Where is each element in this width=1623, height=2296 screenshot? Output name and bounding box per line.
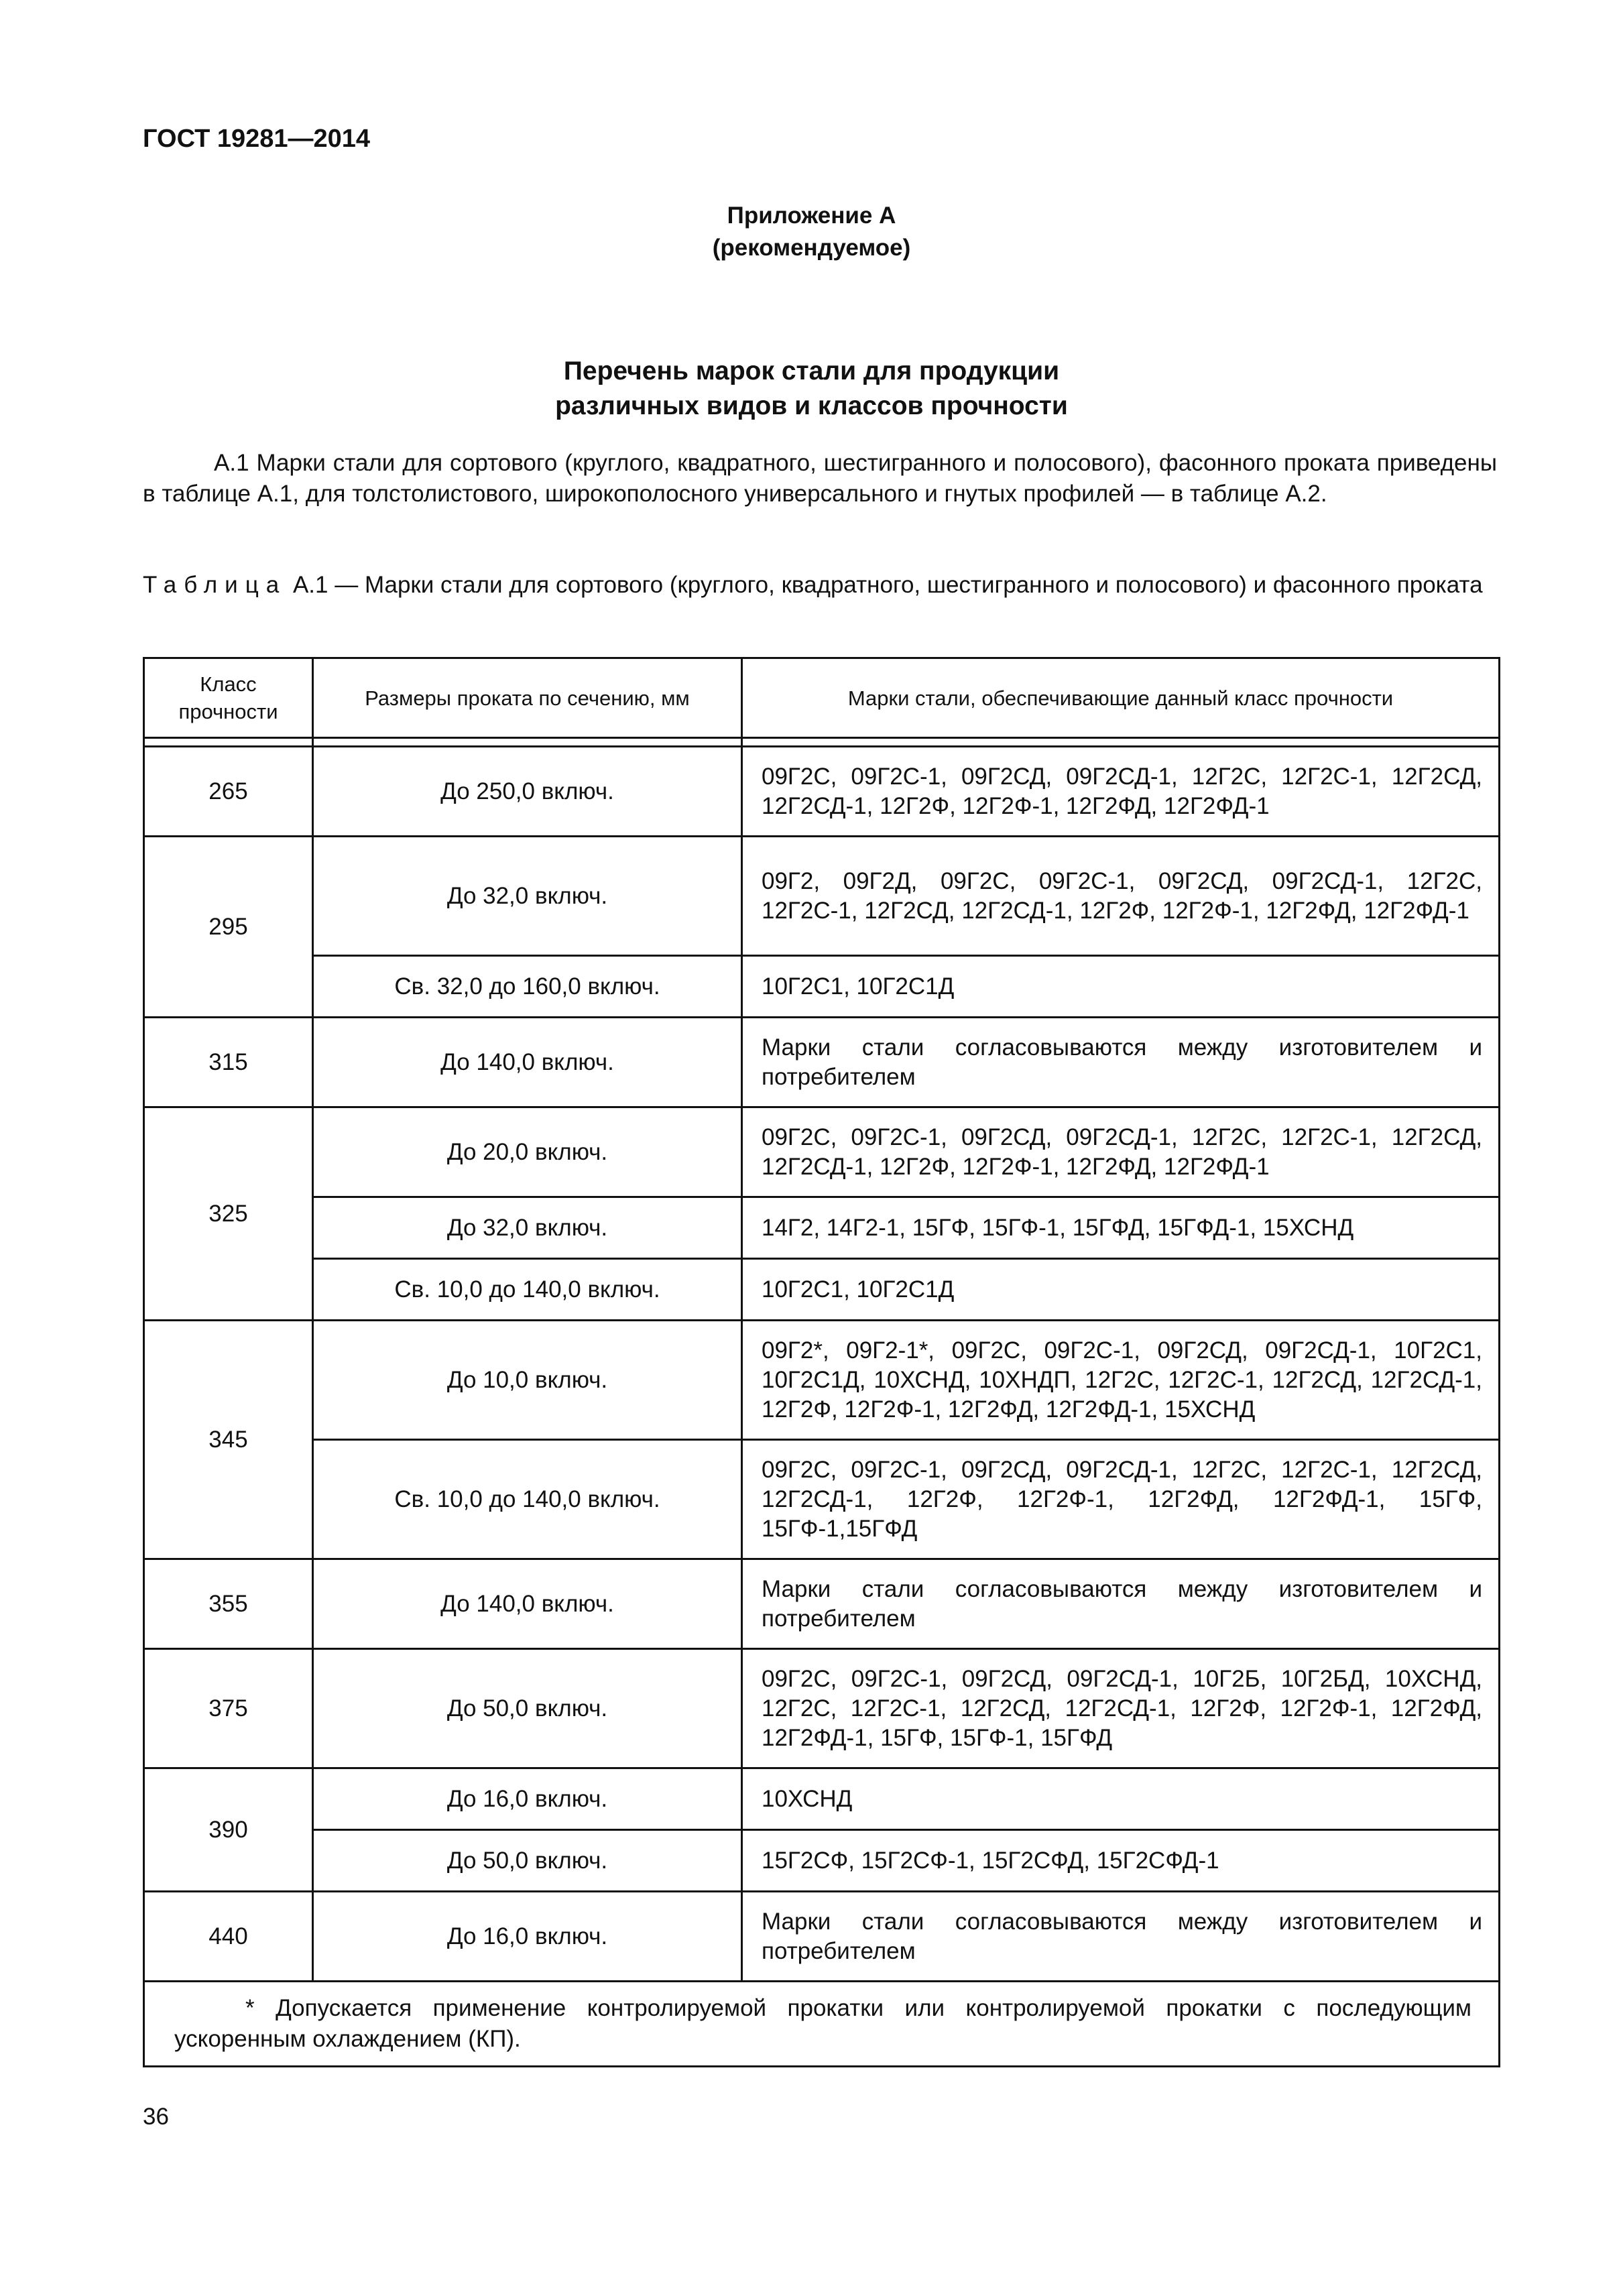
steel-grades-cell: 15Г2СФ, 15Г2СФ-1, 15Г2СФД, 15Г2СФД-1 <box>742 1830 1500 1892</box>
steel-grades-cell: 09Г2С, 09Г2С-1, 09Г2СД, 09Г2СД-1, 12Г2С, 12Г2С-1, 12Г2СД, 12Г2СД-1, 12Г2Ф, 12Г2Ф-1, 12Г2ФД, 12Г2ФД-1 <box>742 1107 1500 1197</box>
size-cell: Св. 10,0 до 140,0 включ. <box>313 1440 742 1559</box>
size-cell: До 140,0 включ. <box>313 1559 742 1649</box>
steel-grades-cell: 09Г2*, 09Г2-1*, 09Г2С, 09Г2С-1, 09Г2СД, 09Г2СД-1, 10Г2С1, 10Г2С1Д, 10ХСНД, 10ХНДП, 12Г2С, 12Г2С-1, 12Г2СД, 12Г2СД-1, 12Г2Ф, 12Г2Ф-1, 12Г2ФД, 12Г2ФД-1, 15ХСНД <box>742 1321 1500 1440</box>
table-row <box>144 1107 1500 1197</box>
steel-grades-cell: Марки стали согласовываются между изготовителем и потребителем <box>742 1892 1500 1982</box>
strength-class-cell: 345 <box>144 1321 313 1559</box>
intro-paragraph <box>143 448 1497 509</box>
size-cell: До 32,0 включ. <box>313 1197 742 1259</box>
table-caption <box>143 570 1497 601</box>
title-line-2: различных видов и классов прочности <box>555 391 1068 420</box>
steel-grades-cell: Марки стали согласовываются между изготовителем и потребителем <box>742 1559 1500 1649</box>
table-footnote <box>144 1982 1500 2067</box>
steel-grades-cell: 09Г2, 09Г2Д, 09Г2С, 09Г2С-1, 09Г2СД, 09Г2СД-1, 12Г2С, 12Г2С-1, 12Г2СД, 12Г2СД-1, 12Г2Ф, 12Г2Ф-1, 12Г2ФД, 12Г2ФД-1 <box>742 837 1500 956</box>
table-row <box>144 1018 1500 1107</box>
table-header-row <box>144 658 1500 738</box>
table-caption-prefix: Таблица <box>143 572 287 598</box>
footnote-row <box>144 1982 1500 2067</box>
steel-grades-cell: 09Г2С, 09Г2С-1, 09Г2СД, 09Г2СД-1, 12Г2С, 12Г2С-1, 12Г2СД, 12Г2СД-1, 12Г2Ф, 12Г2Ф-1, 12Г2ФД, 12Г2ФД-1 <box>742 747 1500 837</box>
steel-grades-cell: 09Г2С, 09Г2С-1, 09Г2СД, 09Г2СД-1, 10Г2Б, 10Г2БД, 10ХСНД, 12Г2С, 12Г2С-1, 12Г2СД, 12Г2СД-1, 12Г2Ф, 12Г2Ф-1, 12Г2ФД, 12Г2ФД-1, 15ГФ, 15ГФ-1, 15ГФД <box>742 1649 1500 1768</box>
appendix-heading <box>0 200 1623 264</box>
table-footnote-text: * Допускается применение контролируемой прокатки или контролируемой прокатки с последующим ускоренным охлаждением (КП). <box>174 1995 1471 2052</box>
document-header: ГОСТ 19281—2014 <box>143 125 371 153</box>
size-cell: До 50,0 включ. <box>313 1830 742 1892</box>
appendix-type: (рекомендуемое) <box>712 235 911 261</box>
table-row <box>144 1892 1500 1982</box>
strength-class-cell: 390 <box>144 1768 313 1892</box>
size-cell: Св. 32,0 до 160,0 включ. <box>313 956 742 1018</box>
steel-grades-cell: 09Г2С, 09Г2С-1, 09Г2СД, 09Г2СД-1, 12Г2С, 12Г2С-1, 12Г2СД, 12Г2СД-1, 12Г2Ф, 12Г2Ф-1, 12Г2ФД, 12Г2ФД-1, 15ГФ, 15ГФ-1,15ГФД <box>742 1440 1500 1559</box>
steel-grades-cell: 10Г2С1, 10Г2С1Д <box>742 1259 1500 1321</box>
table-row <box>144 747 1500 837</box>
table-row <box>144 1559 1500 1649</box>
intro-paragraph-text: А.1 Марки стали для сортового (круглого, квадратного, шестигранного и полосового), фасонного проката приведены в таблице А.1, для толстолистового, широкополосного универсального и гнутых профилей — в таблице А.2. <box>143 450 1497 507</box>
steel-grades-cell: 14Г2, 14Г2-1, 15ГФ, 15ГФ-1, 15ГФД, 15ГФД-1, 15ХСНД <box>742 1197 1500 1259</box>
size-cell: До 50,0 включ. <box>313 1649 742 1768</box>
size-cell: До 16,0 включ. <box>313 1892 742 1982</box>
table-row <box>144 1440 1500 1559</box>
size-cell: До 16,0 включ. <box>313 1768 742 1830</box>
size-cell: До 140,0 включ. <box>313 1018 742 1107</box>
size-cell: Св. 10,0 до 140,0 включ. <box>313 1259 742 1321</box>
table-body <box>144 738 1500 2067</box>
appendix-title <box>0 354 1623 424</box>
table-row <box>144 1197 1500 1259</box>
header-class: Класс прочности <box>144 658 313 738</box>
table-row <box>144 837 1500 956</box>
table-row <box>144 956 1500 1018</box>
header-grades: Марки стали, обеспечивающие данный класс прочности <box>742 658 1500 738</box>
title-line-1: Перечень марок стали для продукции <box>563 357 1060 385</box>
table-row <box>144 1830 1500 1892</box>
steel-grades-cell: 10Г2С1, 10Г2С1Д <box>742 956 1500 1018</box>
steel-grades-cell: 10ХСНД <box>742 1768 1500 1830</box>
table-row <box>144 1649 1500 1768</box>
strength-class-cell: 295 <box>144 837 313 1018</box>
strength-class-cell: 355 <box>144 1559 313 1649</box>
size-cell: До 20,0 включ. <box>313 1107 742 1197</box>
strength-class-cell: 440 <box>144 1892 313 1982</box>
table-row <box>144 1768 1500 1830</box>
steel-grades-cell: Марки стали согласовываются между изготовителем и потребителем <box>742 1018 1500 1107</box>
size-cell: До 250,0 включ. <box>313 747 742 837</box>
size-cell: До 32,0 включ. <box>313 837 742 956</box>
table-row <box>144 1321 1500 1440</box>
strength-class-cell: 375 <box>144 1649 313 1768</box>
table-caption-text: А.1 — Марки стали для сортового (круглого, квадратного, шестигранного и полосового) и фасонного проката <box>286 572 1483 598</box>
size-cell: До 10,0 включ. <box>313 1321 742 1440</box>
page-number: 36 <box>143 2104 169 2130</box>
header-gap-row <box>144 738 1500 747</box>
steel-grades-table <box>143 657 1500 2067</box>
appendix-label: Приложение А <box>727 202 896 229</box>
strength-class-cell: 325 <box>144 1107 313 1321</box>
strength-class-cell: 265 <box>144 747 313 837</box>
strength-class-cell: 315 <box>144 1018 313 1107</box>
table-row <box>144 1259 1500 1321</box>
header-size: Размеры проката по сечению, мм <box>313 658 742 738</box>
